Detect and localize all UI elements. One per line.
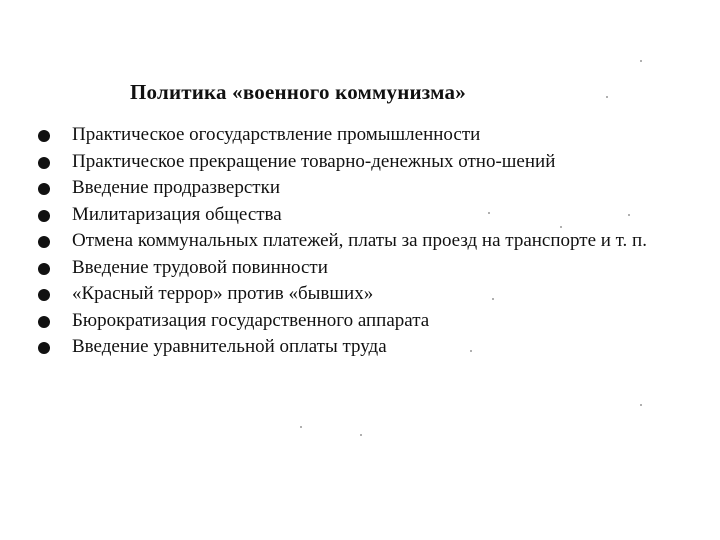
policy-list — [38, 122, 688, 361]
list-item-text: Введение продразверстки — [72, 177, 280, 198]
list-item — [38, 175, 688, 202]
list-item-text: Милитаризация общества — [72, 203, 282, 225]
list-item — [38, 202, 688, 229]
bullet-icon — [38, 210, 50, 222]
scan-speck — [360, 434, 362, 436]
bullet-icon — [38, 342, 50, 354]
bullet-icon — [38, 157, 50, 169]
list-item-text: Практическое огосударствление промышленности — [72, 124, 481, 145]
scan-speck — [300, 426, 302, 428]
bullet-icon — [38, 316, 50, 328]
bullet-icon — [38, 236, 50, 248]
list-item-text: «Красный террор» против «бывших» — [72, 283, 374, 304]
list-item — [38, 255, 688, 282]
list-item — [38, 149, 688, 176]
list-item — [38, 281, 688, 308]
bullet-icon — [38, 130, 50, 142]
list-item-text: Введение трудовой повинности — [72, 256, 328, 278]
list-item — [38, 334, 688, 361]
scan-speck — [606, 96, 608, 98]
list-item — [38, 122, 688, 149]
scan-speck — [640, 404, 642, 406]
scan-speck — [492, 298, 494, 300]
bullet-icon — [38, 263, 50, 275]
list-item-text: Практическое прекращение товарно-денежных отно-шений — [72, 150, 556, 172]
scan-speck — [470, 350, 472, 352]
bullet-icon — [38, 183, 50, 195]
list-item-text: Отмена коммунальных платежей, платы за проезд на транспорте и т. п. — [72, 230, 647, 251]
list-item — [38, 308, 688, 335]
list-item — [38, 228, 688, 255]
page-title: Политика «военного коммунизма» — [130, 80, 466, 104]
scan-speck — [488, 212, 490, 214]
scan-speck — [640, 60, 642, 62]
list-item-text: Введение уравнительной оплаты труда — [72, 336, 387, 357]
scan-speck — [560, 226, 562, 228]
scan-speck — [628, 214, 630, 216]
list-item-text: Бюрократизация государственного аппарата — [72, 309, 430, 331]
bullet-icon — [38, 289, 50, 301]
